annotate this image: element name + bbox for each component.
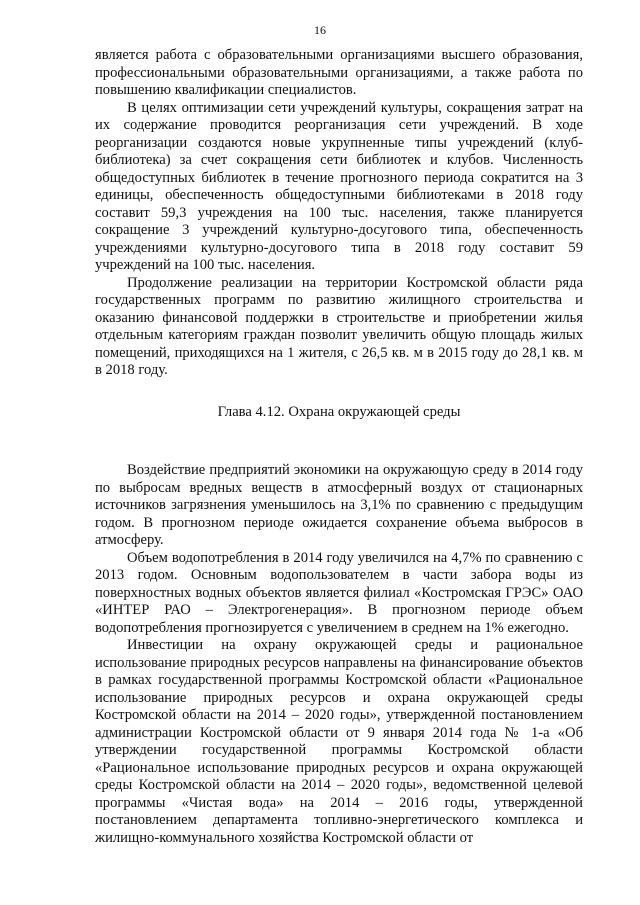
paragraph: Воздействие предприятий экономики на окружающую среду в 2014 году по выбросам вредных веществ в атмосферный воздух от стационарных источников загрязнения уменьшилось на 3,1% по сравнению с предыдущим годом. В прогнозном периоде ожидается сохранение объема выбросов в атмосферу. [95, 462, 583, 548]
chapter-heading: Глава 4.12. Охрана окружающей среды [217, 403, 461, 420]
spacer [95, 380, 583, 404]
paragraph: В целях оптимизации сети учреждений культуры, сокращения затрат на их содержание проводится реорганизация сети учреждений. В ходе реорганизации создаются новые укрупненные типы учреждений (клуб-библиотека) за счет сокращения сети библиотек и клубов. Численность общедоступных библиотек в течение прогнозного периода сократится на 3 единицы, обеспеченность общедоступными библиотеками в 2018 году составит 59,3 учреждения на 100 тыс. населения, также планируется сокращение 3 учреждений культурно-досугового типа, обеспеченность учреждениями культурно-досугового типа в 2018 году составит 59 учреждений на 100 тыс. населения. [95, 99, 583, 273]
paragraph: Объем водопотребления в 2014 году увеличился на 4,7% по сравнению с 2013 годом. Основным водопользователем в части забора воды из поверхностных водных объектов является филиал «Костромская ГРЭС» ОАО «ИНТЕР РАО – Электрогенерация». В прогнозном периоде объем водопотребления прогнозируется с увеличением в среднем на 1% ежегодно. [95, 549, 583, 636]
paragraph: Инвестиции на охрану окружающей среды и рациональное использование природных ресурсов направлены на финансирование объектов в рамках государственной программы Костромской области «Рациональное использование природных ресурсов и охрана окружающей среды Костромской области на 2014 – 2020 годы», утвержденной постановлением администрации Костромской области от 9 января 2014 года № 1-а «Об утверждении государственной программы Костромской области «Рациональное использование природных ресурсов и охрана окружающей среды Костромской области на 2014 – 2020 годы», ведомственной целевой программы «Чистая вода» на 2014 – 2016 годы, утвержденной постановлением департамента топливно-энергетического комплекса и жилищно-коммунального хозяйства Костромской области от [95, 637, 583, 846]
page-number: 16 [314, 23, 326, 37]
document-body [95, 47, 583, 847]
paragraph: Продолжение реализации на территории Костромской области ряда государственных программ по развитию жилищного строительства и оказанию финансовой поддержки в строительстве и приобретении жилья отдельным категориям граждан позволит увеличить общую площадь жилых помещений, приходящихся на 1 жителя, с 26,5 кв. м в 2015 году до 28,1 кв. м в 2018 году. [95, 274, 583, 378]
spacer [95, 421, 583, 462]
paragraph: является работа с образовательными организациями высшего образования, профессиональными образовательными организациями, а также работа по повышению квалификации специалистов. [95, 47, 583, 98]
